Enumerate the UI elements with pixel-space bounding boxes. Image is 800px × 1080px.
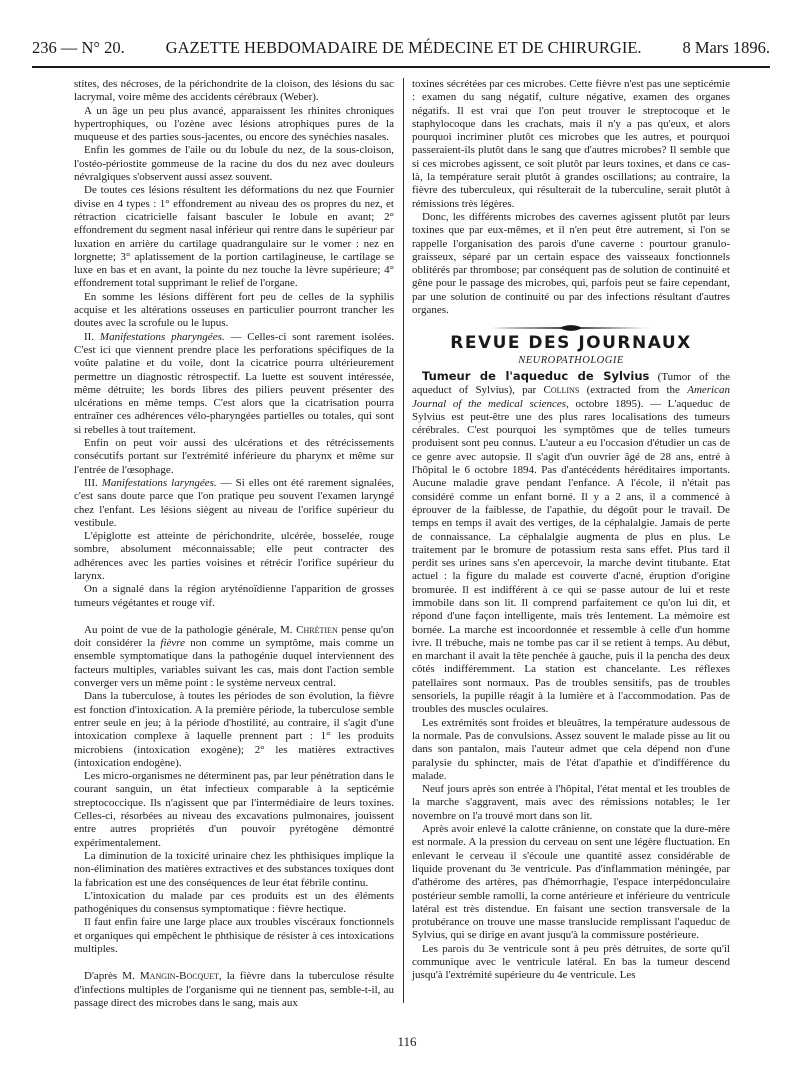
running-header (32, 38, 770, 62)
header-rule (32, 66, 770, 68)
paragraph-chretien (74, 624, 394, 690)
text-run: Au point de vue de la pathologie générale, M. (84, 623, 297, 636)
author-name: Mangin-Bocquet (139, 970, 219, 983)
author-name: Collins (543, 384, 580, 397)
numeral: III. (84, 476, 102, 489)
section-title: REVUE DES JOURNAUX (450, 333, 692, 354)
paragraph: L'épiglotte est atteinte de périchondrite, ulcérée, bosselée, rouge sombre, absolument méconnaissable; elle peut contracter des adhérences avec les parties voisines et rétrécir l'orifice supérieur du larynx. (74, 530, 394, 582)
paragraph: En somme les lésions diffèrent fort peu de celles de la syphilis acquise et les altérations osseuses en particulier pourront trancher les doutes avec la scrofule ou le lupus. (74, 290, 394, 330)
paragraph: Neuf jours après son entrée à l'hôpital, l'état mental et les troubles de la marche s'aggravent, mais avec des rémissions notables; le 1er novembre on l'a trouvé mort dans son lit. (412, 783, 730, 822)
column-divider (403, 78, 404, 1003)
left-column (74, 78, 394, 1010)
text-run: (extracted from the (579, 384, 688, 397)
article-title: Tumeur de l'aqueduc de Sylvius (422, 368, 650, 383)
paragraph: On a signalé dans la région aryténoïdienne l'apparition de grosses tumeurs végétantes et rouge vif. (74, 583, 394, 609)
text-run: pense qu'on doit considérer la (74, 623, 394, 650)
ornament-rule (491, 323, 651, 333)
paragraph: Les micro-organismes ne déterminent pas, par leur pénétration dans le courant sanguin, un état infectieux comparable à la septicémie streptococcique. Ils n'agissent que par l'intermédiaire de leurs toxines. Celles-ci, résorbées au niveau des excavations pulmonaires, jouissent entre autres propriétés d'un pouvoir pyrétogène démontré expérimentalement. (74, 770, 394, 849)
paragraph-pharyngees (74, 331, 394, 437)
paragraph: Il faut enfin faire une large place aux troubles viscéraux fonctionnels et organiques qui empêchent le phthisique de résister à ces intoxications multiples. (74, 916, 394, 955)
paragraph-mangin-bocquet (74, 970, 394, 1010)
paragraph: Dans la tuberculose, à toutes les périodes de son évolution, la fièvre est fonction d'intoxication. A la première période, la tuberculose semble entrer seule en jeu; à la période d'hostilité, au contraire, il s'agit d'une intoxication complexe à laquelle prennent part : 1° les produits microbiens (intoxication exogène); 2° les matières extractives (intoxication endogène). (74, 690, 394, 769)
numeral: II. (84, 330, 100, 343)
paragraph-text: — Si elles ont été rarement signalées, c'est sans doute parce que l'on pratique peu souvent l'examen laryngé chez l'enfant. Les lésions siègent au niveau de l'orifice supérieur du vestibule. (74, 476, 394, 529)
paragraph: Donc, les différents microbes des cavernes agissent plutôt par leurs toxines que par eux-mêmes, et il n'en peut être autrement, si l'on se rappelle l'organisation des parois d'une caverne : pourtour granulo-graisseux, séparé par un certain espace des vaisseaux fonctionnels oblitérés par thrombose; par conséquent pas de solution de continuité et gêne pour le passage des microbes, qui, parfois peut se faire cependant, par une solution de continuité ou par des infections résultant d'autres organes. (412, 210, 730, 317)
header-page-issue: 236 — N° 20. (32, 38, 125, 57)
section-heading-italic: Manifestations pharyngées. (99, 330, 225, 343)
right-column (412, 78, 730, 983)
text-run: non comme un symptôme, mais comme un ensemble symptomatique dans la pathogénie duquel interviennent des facteurs multiples, variables suivant les cas, mais dont l'action semble converger vers un même point : le système nerveux central. (74, 637, 394, 690)
paragraph: Les extrémités sont froides et bleuâtres, la température audessous de la normale. Pas de convulsions. Assez souvent le malade pisse au lit ou dans son pantalon, mais l'auteur admet que cela dépend non d'une paralysie du sphincter, mais de l'état d'apathie et d'indifférence du malade. (412, 716, 730, 782)
page-number: 116 (397, 1034, 417, 1049)
paragraph-text: — Celles-ci sont rarement isolées. C'est ici que viennent prendre place les perforations spécifiques de la voûte palatine et du voile, dont la cicatrice pourra ultérieurement permettre un diagnostic rétrospectif. La luette est souvent intéressée, même détruite; les bords libres des piliers peuvent présenter des ulcérations en même temps. C'est alors que la cicatrisation pourra entraîner ces adhérences vélo-pharyngées partielles ou totales, qui sont si rebelles à tout traitement. (74, 330, 394, 436)
paragraph: La diminution de la toxicité urinaire chez les phthisiques implique la non-élimination des matières extractives et des substances toxiques dont la fabrication est une des conséquences de leur état fébrile continu. (74, 849, 394, 889)
text-run: D'après M. (84, 970, 140, 983)
paragraph-laryngees (74, 477, 394, 530)
paragraph: A un âge un peu plus avancé, apparaissent les rhinites chroniques hypertrophiques, ou l'ozène avec lésions atrophiques pures de la muqueuse et des parties sous-jacentes, ou encore des synéchies nasales. (74, 104, 394, 144)
section-heading-italic: Manifestations laryngées. (101, 476, 217, 489)
text-run: , octobre 1895). — L'aqueduc de Sylvius est peut-être une des plus rares localisations des tumeurs cérébrales. C'est pourquoi les symptômes que de telles tumeurs produisent sont peu connus. L'auteur a eu l'occasion d'étudier un cas de ce genre avec autopsie. Il s'agit d'un ouvrier âgé de 28 ans, entré à l'hôpital le 6 octobre 1894. Pas d'antécédents héréditaires importants. Aucune maladie grave pendant l'enfance. A l'école, il n'était pas considéré comme un enfant borné. Il y a 2 ans, il a commencé à éprouver de la faiblesse, de l'apathie, du dégoût pour le travail. De temps en temps il avait des vertiges, de la céphalalgie. Jamais de perte de connaissance. La céphalalgie augmenta de plus en plus. Le traitement par le bromure de potassium resta sans effet. Plus tard il perdit ses urines sans s'en apercevoir, la marche devint titubante. Etat actuel : la figure du malade est couverte d'acné, éruption d'origine bromurée. Il est indifférent à ce qui se passe autour de lui et reste immobile dans son lit. Il comprend parfaitement ce qu'on lui dit, et répond d'une façon intelligente, mais très lentement. La mémoire est bornée. La marche est incoordonnée et ressemble à celle d'un homme ivre. Il trébuche, mais ne tombe pas car il se retient à temps. Au début, en marchant il avait la tête penchée à gauche, puis il la pencha des deux côtés indifféremment. La station est chancelante. Les réflexes patellaires sont normaux. Pas de troubles sensitifs, pas de troubles sensoriels, la pupille réagit à la lumière et à l'accommodation. Pas de troubles des muscles oculaires. (412, 397, 730, 716)
journal-name: American Journal of the medical sciences (412, 384, 730, 410)
paragraph: Enfin on peut voir aussi des ulcérations et des rétrécissements consécutifs portant sur l'extrémité inférieure du pharynx et même sur l'entrée de l'œsophage. (74, 437, 394, 476)
text-run: (Tumor of the aqueduct of Sylvius), par (412, 370, 730, 397)
paragraph-gap (74, 956, 394, 970)
emphasis: fièvre (160, 637, 186, 650)
header-journal-title: GAZETTE HEBDOMADAIRE DE MÉDECINE ET DE CHIRURGIE. (165, 38, 642, 57)
paragraph: Enfin les gommes de l'aile ou du lobule du nez, de la sous-cloison, l'ostéo-périostite gommeuse de la racine du dos du nez avec douleurs névralgiques s'observent aussi assez souvent. (74, 144, 394, 184)
paragraph: toxines sécrétées par ces microbes. Cette fièvre n'est pas une septicémie : examen du sang négatif, culture négative, examen des organes négatifs. Il est vrai que l'on peut trouver le streptocoque et le staphylocoque dans les crachats, mais il n'y a pas qu'eux, et alors pourquoi incriminer plutôt ces microbes que les autres, et pourquoi passeraient-ils plutôt dans le sang que d'autres microbes? Il semble que si ces microbes agissent, ce soit plutôt par leurs toxines, et dans ce cas-là, la température serait plutôt à grandes oscillations; au contraire, la fièvre des tuberculeux, qui résulterait de la tuberculine, serait plutôt à rémissions très légères. (412, 78, 730, 210)
author-name: Chrétien (296, 623, 338, 636)
paragraph: Les parois du 3e ventricule sont à peu près détruites, de sorte qu'il communique avec le ventricule latéral. En bas la tumeur descend jusqu'à l'extrémité supérieure du 4e ventricule. Les (412, 942, 730, 982)
paragraph: L'intoxication du malade par ces produits est un des éléments pathogéniques du consensus symptomatique : fièvre hectique. (74, 889, 394, 916)
paragraph: De toutes ces lésions résultent les déformations du nez que Fournier divise en 4 types : 1° effondrement au niveau des os propres du nez, et rétraction cicatricielle faisant basculer le lobule en avant; 2° effondrement du segment nasal inférieur qui rentre dans le supérieur par luxation en arrière du cartilage quadrangulaire sur le vomer : nez en lorgnette; 3° aplatissement de la portion cartilagineuse, le cartilage se luxe en bas et en avant, la pointe du nez touche la lèvre supérieure; 4° effondrement total supprimant le relief de l'organe. (74, 184, 394, 290)
text-run: , la fièvre dans la tuberculose résulte d'infections multiples de l'organisme qui ne tiennent pas, semble-t-il, au passage direct des microbes dans le sang, mais aux (74, 970, 394, 1009)
paragraph: stites, des nécroses, de la périchondrite de la cloison, des lésions du sac lacrymal, voire même des accidents cérébraux (Weber). (74, 78, 394, 104)
article-paragraph (412, 370, 730, 717)
subsection-title: NEUROPATHOLOGIE (518, 354, 624, 366)
header-date: 8 Mars 1896. (682, 38, 770, 57)
paragraph-gap (74, 610, 394, 624)
paragraph: Après avoir enlevé la calotte crânienne, on constate que la dure-mère est normale. A la pression du cerveau on sent une légère fluctuation. En enlevant le cerveau il s'écoule une quantité assez considérable de liquide provenant du 3e ventricule. Pas d'inflammation méningée, par d'athérome des artères, pas d'hémorrhagie, l'espace interpédonculaire postérieur semble ramolli, la corne antérieure et inférieure du ventricule latéral est très distendue. En faisant une section transversale de la protubérance on trouve une masse translucide remplissant l'aqueduc de Sylvius, qui se dirige en avant jusqu'à la commissure postérieure. (412, 823, 730, 942)
